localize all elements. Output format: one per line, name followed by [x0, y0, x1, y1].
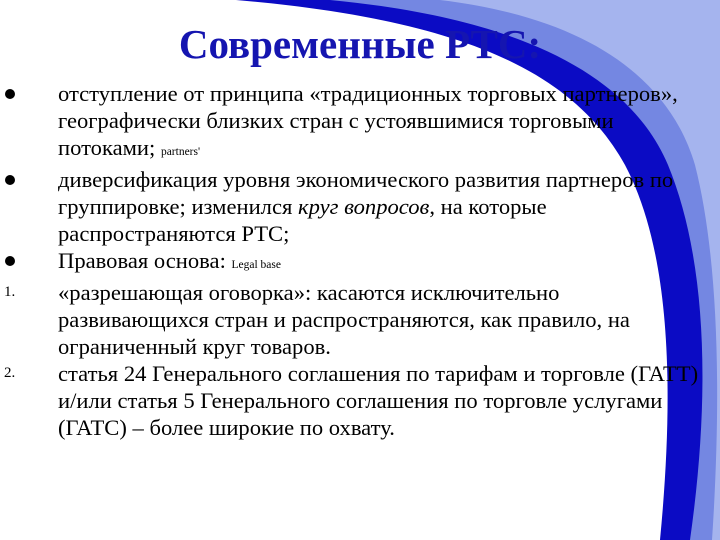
bullet-dot-icon: [5, 175, 15, 185]
list-item: [0, 80, 720, 166]
item-text: «разрешающая оговорка»: касаются исключительно развивающихся стран и распространяются, как правило, на ограниченный круг товаров.: [58, 280, 630, 359]
item-text: отступление от принципа «традиционных торговых партнеров», географически близких стран с устоявшимися торговыми потоками;: [58, 81, 678, 160]
list-number: 1.: [4, 284, 16, 300]
item-note: partners': [160, 146, 201, 158]
list-item: [0, 166, 720, 247]
list-number: 2.: [4, 365, 16, 381]
content-list: [0, 80, 720, 441]
bullet-dot-icon: [5, 89, 15, 99]
slide-title: Современные РТС:: [178, 21, 542, 67]
item-text: статья 24 Генерального соглашения по тарифам и торговле (ГАТТ) и/или статья 5 Генерального соглашения по торговле услугами (ГАТС) – более широкие по охвату.: [58, 361, 699, 440]
list-marker: [0, 80, 48, 107]
item-note: Legal base: [231, 259, 281, 271]
item-italic-text: круг вопросов: [298, 194, 430, 219]
list-marker: [0, 279, 48, 306]
item-text-after: , на которые распространяются РТС;: [58, 194, 547, 246]
list-marker: [0, 247, 48, 274]
item-text: диверсификация уровня экономического развития партнеров по группировке; изменился: [58, 167, 674, 219]
list-marker: [0, 360, 48, 387]
bullet-dot-icon: [5, 256, 15, 266]
list-item: [0, 360, 720, 441]
list-item: [0, 279, 720, 360]
item-text: Правовая основа:: [58, 248, 226, 273]
list-marker: [0, 166, 48, 193]
list-item: [0, 247, 720, 279]
